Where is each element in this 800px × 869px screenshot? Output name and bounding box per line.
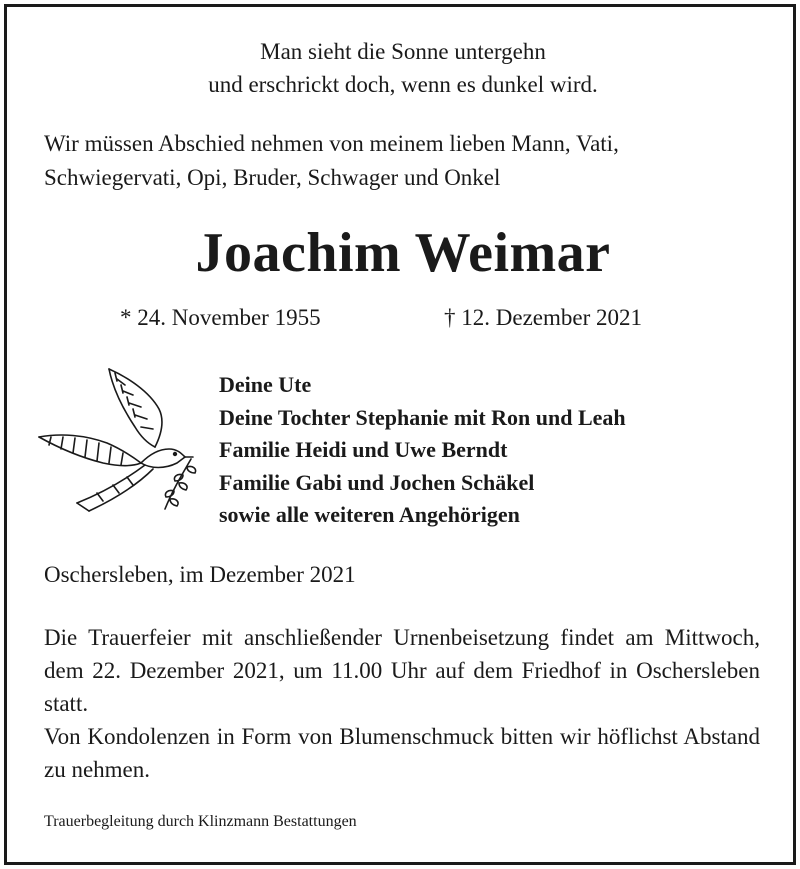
place-and-date: Oschersleben, im Dezember 2021 [44,562,356,587]
service-paragraph-2: Von Kondolenzen in Form von Blumenschmuck bitten wir höflichst Abstand zu nehmen. [44,724,760,782]
obituary-frame [4,4,796,865]
mourners-list [219,369,626,532]
death-date: † 12. Dezember 2021 [444,305,642,330]
mourner-line: Familie Heidi und Uwe Berndt [219,437,508,462]
poem-line-2: und erschrickt doch, wenn es dunkel wird. [208,72,598,97]
mourner-line: Familie Gabi und Jochen Schäkel [219,469,535,495]
funeral-home: Trauerbegleitung durch Klinzmann Bestattungen [44,813,357,830]
deceased-name: Joachim Weimar [195,222,611,284]
mourner-line: Deine Tochter Stephanie mit Ron und Leah [219,404,626,430]
intro-line-1: Wir müssen Abschied nehmen von meinem lieben Mann, Vati, [44,131,619,156]
intro-line-2: Schwiegervati, Opi, Bruder, Schwager und Onkel [44,165,501,190]
mourner-line: sowie alle weiteren Angehörigen [219,502,520,527]
dove-icon [37,365,207,515]
service-details [44,621,760,786]
mourner-line: Deine Ute [219,372,312,397]
service-paragraph-1: Die Trauerfeier mit anschließender Urnenbeisetzung findet am Mittwoch, dem 22. Dezember 2021, um 11.00 Uhr auf dem Friedhof in Oschersleben statt. [44,625,760,716]
birth-date: * 24. November 1955 [120,305,321,330]
poem-line-1: Man sieht die Sonne untergehn [260,39,546,64]
poem [7,35,799,101]
